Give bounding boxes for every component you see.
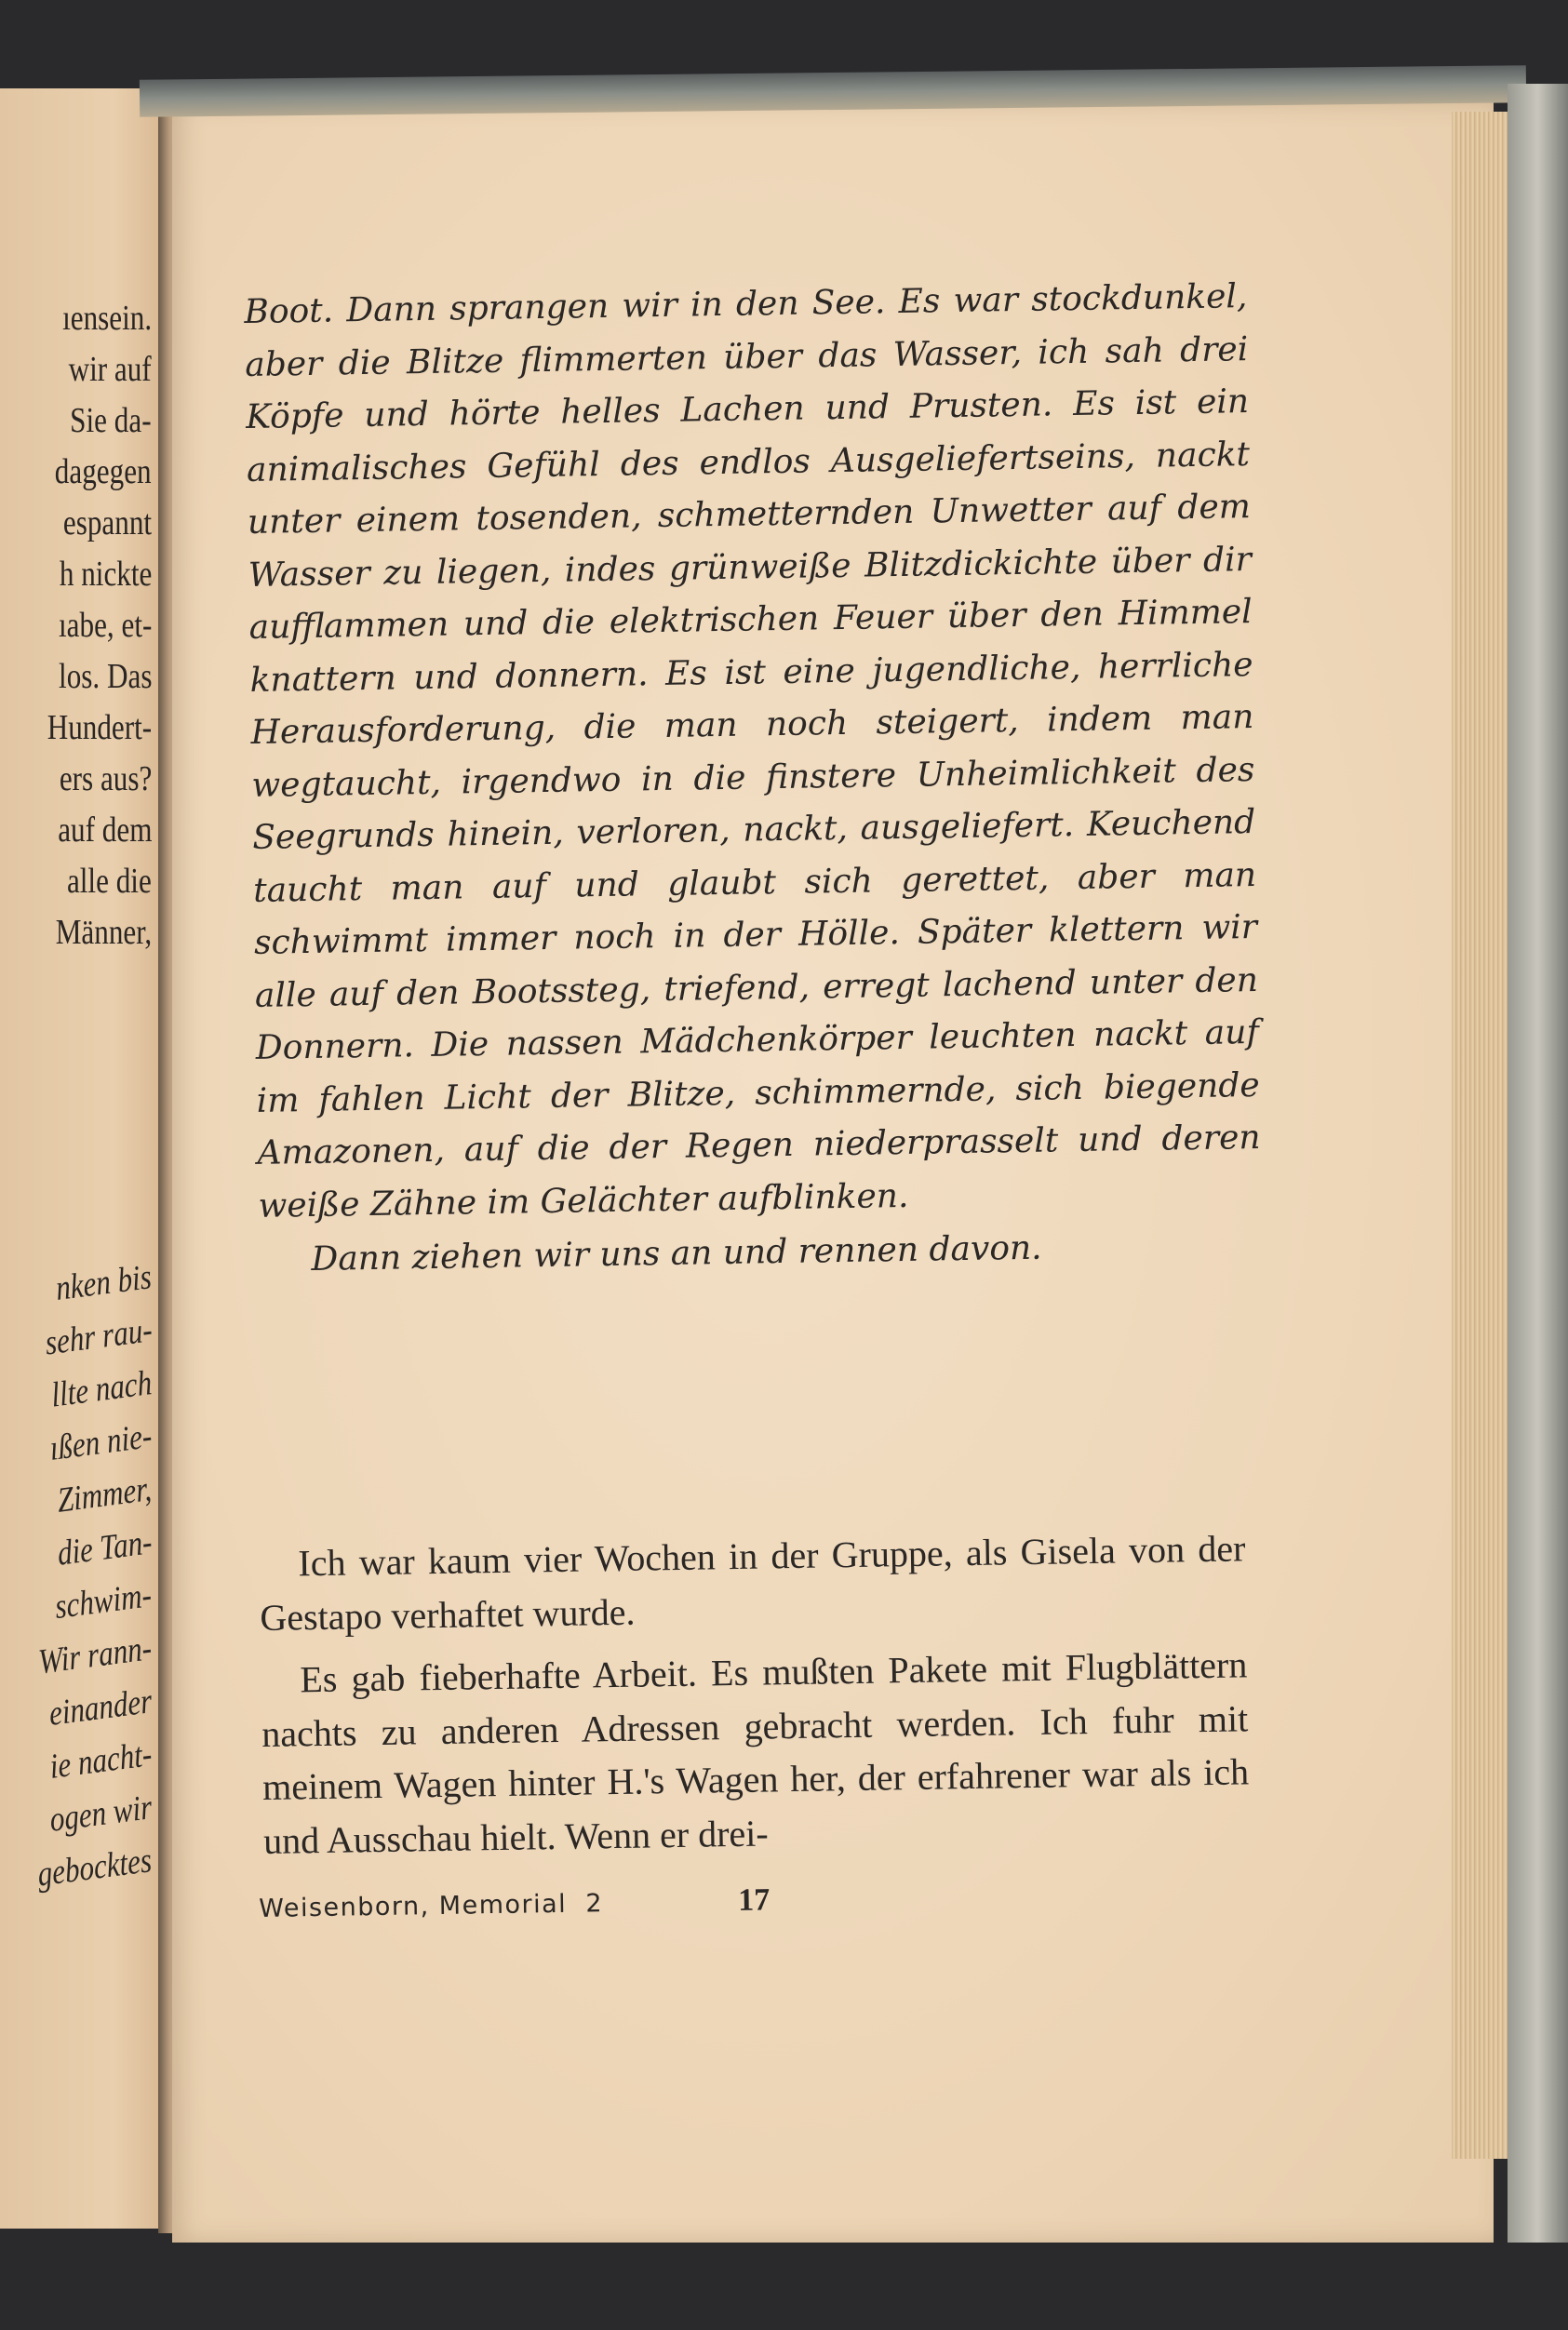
left-page-fragment: Zimmer, [56,1469,154,1520]
body-paragraph: Ich war kaum vier Wochen in der Gruppe, als Gisela von der Gestapo verhaftet wurde. [259,1527,1246,1639]
left-page-fragment: h nickte [59,555,152,594]
italic-paragraph-closing: Dann ziehen wir uns an und rennen davon. [311,1228,1042,1279]
body-paragraph: Es gab fieberhafte Arbeit. Es mußten Pakete mit Flugblättern nachts zu anderen Adressen gebracht werden. Ich fuhr mit meinem Wagen hinter H.'s Wagen her, der erfahrener war als ich und Ausschau hielt. Wenn er drei- [261,1643,1250,1862]
left-page-fragment: ıensein. [61,299,152,338]
left-page-fragment: alle die [67,862,152,901]
left-page-fragment: Männer, [55,913,152,952]
left-page-fragment: Sie da- [70,401,152,440]
left-page-fragment: espannt [62,503,152,542]
left-page-fragment: ogen wir [47,1788,154,1840]
left-page-fragment: los. Das [58,657,152,696]
left-page-fragment: einander [47,1681,154,1734]
italic-paragraph: Boot. Dann sprangen wir in den See. Es war stockdunkel, aber die Blitze flimmerten über das Wasser, ich sah drei Köpfe und hörte helles Lachen und Prusten. Es ist ein animalisches Gefühl des endlos Ausgeliefertseins, nackt unter einem tosenden, schmetternden Unwetter auf dem Wasser zu liegen, indes grünweiße Blitzdickichte über dir aufflammen und die elektrischen Feuer über den Himmel knattern und donnern. Es ist eine jugendliche, herrliche Herausforderung, die man noch steigert, indem man wegtaucht, irgendwo in die finstere Unheimlichkeit des Seegrunds hinein, verloren, nackt, ausgeliefert. Keuchend taucht man auf und glaubt sich gerettet, aber man schwimmt immer noch in der Hölle. Später klettern wir alle auf den Bootssteg, triefend, erregt lachend unter den Donnern. Die nassen Mädchenkörper leuchten nackt auf im fahlen Licht der Blitze, schimmernde, sich biegende Amazonen, auf die der Regen niederprasselt und deren weiße Zähne im Gelächter aufblinken. [244,277,1261,1225]
left-page-fragment: ıßen nie- [47,1416,154,1468]
left-page-fragment: ers aus? [59,759,152,798]
left-page-fragment: Hundert- [47,708,152,747]
left-page-fragment: Wir rann- [36,1628,154,1682]
left-page-fragment: ıabe, et- [58,606,152,645]
left-facing-page [0,88,163,2229]
left-page-fragment: nken bis [54,1257,154,1309]
left-page-fragment: ie nacht- [47,1734,154,1787]
roman-passage [259,1521,1250,1868]
left-page-fragment: schwim- [53,1575,154,1627]
page-number: 17 [737,1882,771,1918]
left-page-fragment: dagegen [55,452,152,491]
italic-passage [244,271,1263,1287]
left-page-fragment: wir auf [68,350,152,389]
book-cover-edge [1508,84,1568,2243]
left-page-fragment: die Tan- [55,1522,154,1573]
left-page-fragment: sehr rau- [43,1310,154,1363]
left-page-fragment: auf dem [57,810,152,850]
page-edges [1452,112,1508,2159]
left-page-fragment: gebocktes [36,1841,154,1895]
left-page-fragment: llte nach [49,1363,154,1415]
printer-signature: Weisenborn, Memorial 2 [259,1889,604,1923]
